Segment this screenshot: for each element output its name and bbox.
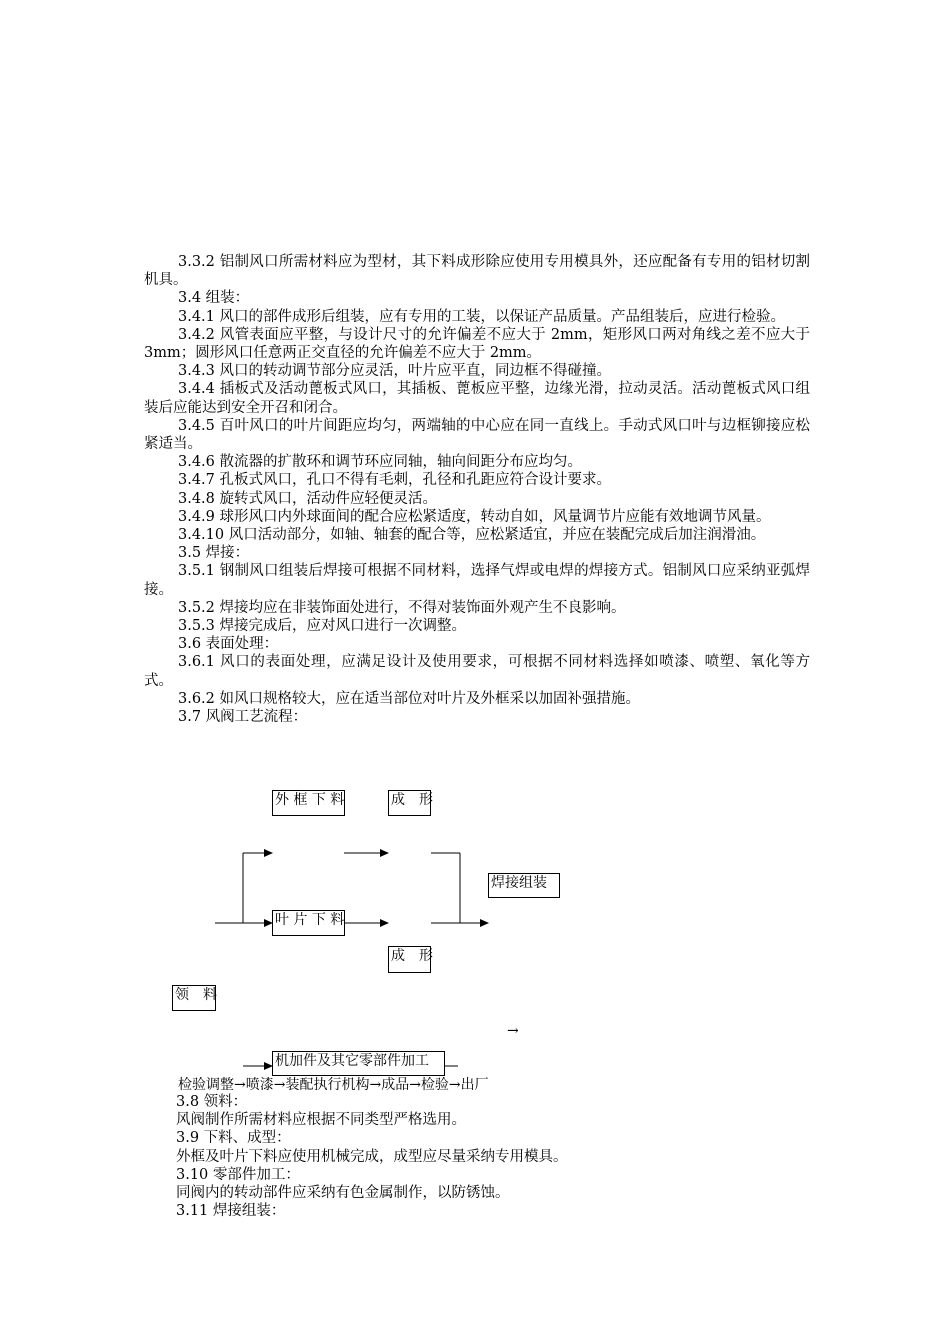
box-forming-2: 成 形 xyxy=(388,946,431,973)
paragraph: 3.10 零部件加工： xyxy=(176,1166,300,1183)
small-arrow-glyph: → xyxy=(507,1023,519,1039)
paragraph: 3.11 焊接组装： xyxy=(176,1203,286,1220)
paragraph: 3.4.10 风口活动部分，如轴、轴套的配合等，应松紧适宜，并应在装配完成后加注润滑油。 xyxy=(178,527,766,544)
paragraph: 同阀内的转动部件应采纳有色金属制作，以防锈蚀。 xyxy=(176,1185,510,1202)
paragraph: 3.4.2 风管表面应平整，与设计尺寸的允许偏差不应大于 2mm，矩形风口两对角线之差不应大于 3mm；圆形风口任意两正交直径的允许偏差不应大于 2mm。 xyxy=(144,326,810,362)
paragraph: 3.4.4 插板式及活动蓖板式风口，其插板、蓖板应平整，边缘光滑，拉动灵活。活动蓖板式风口组装后应能达到安全开召和闭合。 xyxy=(144,381,810,416)
paragraph: 3.5.1 钢制风口组装后焊接可根据不同材料，选择气焊或电焊的焊接方式。铝制风口应采纳亚弧焊接。 xyxy=(144,563,810,598)
paragraph: 3.4 组装： xyxy=(178,290,250,307)
paragraph: 3.9 下料、成型： xyxy=(176,1130,291,1147)
paragraph: 3.4.1 风口的部件成形后组装，应有专用的工装，以保证产品质量。产品组装后，应进行检验。 xyxy=(178,308,785,325)
box-blade-blank: 叶 片 下 料 xyxy=(272,910,345,936)
paragraph: 风阀制作所需材料应根据不同类型严格选用。 xyxy=(176,1112,466,1129)
paragraph: 3.6 表面处理： xyxy=(178,636,279,653)
body-text-bottom xyxy=(176,1093,816,1220)
box-material-receiving: 领 料 xyxy=(172,985,216,1011)
paragraph: 3.7 风阀工艺流程： xyxy=(178,709,308,726)
paragraph: 3.5.2 焊接均应在非装饰面处进行，不得对装饰面外观产生不良影响。 xyxy=(178,599,626,616)
box-machining-parts: 机加件及其它零部件加工 xyxy=(272,1051,445,1076)
paragraph: 3.8 领料： xyxy=(176,1094,248,1110)
paragraph: 3.4.6 散流器的扩散环和调节环应同轴，轴向间距分布应均匀。 xyxy=(178,454,583,471)
paragraph: 3.6.2 如风口规格较大，应在适当部位对叶片及外框采以加固补强措施。 xyxy=(178,690,641,707)
paragraph: 3.6.1 风口的表面处理，应满足设计及使用要求，可根据不同材料选择如喷漆、喷塑、氧化等方式。 xyxy=(144,654,810,689)
paragraph: 外框及叶片下料应使用机械完成，成型应尽量采纳专用模具。 xyxy=(176,1148,568,1165)
box-welding-assembly: 焊接组装 xyxy=(488,873,560,898)
paragraph: 3.5.3 焊接完成后，应对风口进行一次调整。 xyxy=(178,618,467,635)
paragraph: 3.5 焊接： xyxy=(178,545,250,562)
paragraph: 3.4.7 孔板式风口，孔口不得有毛刺，孔径和孔距应符合设计要求。 xyxy=(178,472,612,489)
flow-tail-sequence: 检验调整→喷漆→装配执行机构→成品→检验→出厂 xyxy=(178,1077,489,1093)
box-forming-1: 成 形 xyxy=(388,790,431,816)
paragraph: 3.3.2 铝制风口所需材料应为型材，其下料成形除应使用专用模具外，还应配备有专用的铝材切割机具。 xyxy=(144,254,810,289)
box-frame-blank: 外 框 下 料 xyxy=(272,790,345,816)
paragraph: 3.4.8 旋转式风口，活动件应轻便灵活。 xyxy=(178,490,438,507)
paragraph: 3.4.3 风口的转动调节部分应灵活，叶片应平直，同边框不得碰撞。 xyxy=(178,363,612,380)
paragraph: 3.4.9 球形风口内外球面间的配合应松紧适度，转动自如，风量调节片应能有效地调节风量。 xyxy=(178,508,771,525)
paragraph: 3.4.5 百叶风口的叶片间距应均匀，两端轴的中心应在同一直线上。手动式风口叶与边框铆接应松紧适当。 xyxy=(144,417,810,453)
